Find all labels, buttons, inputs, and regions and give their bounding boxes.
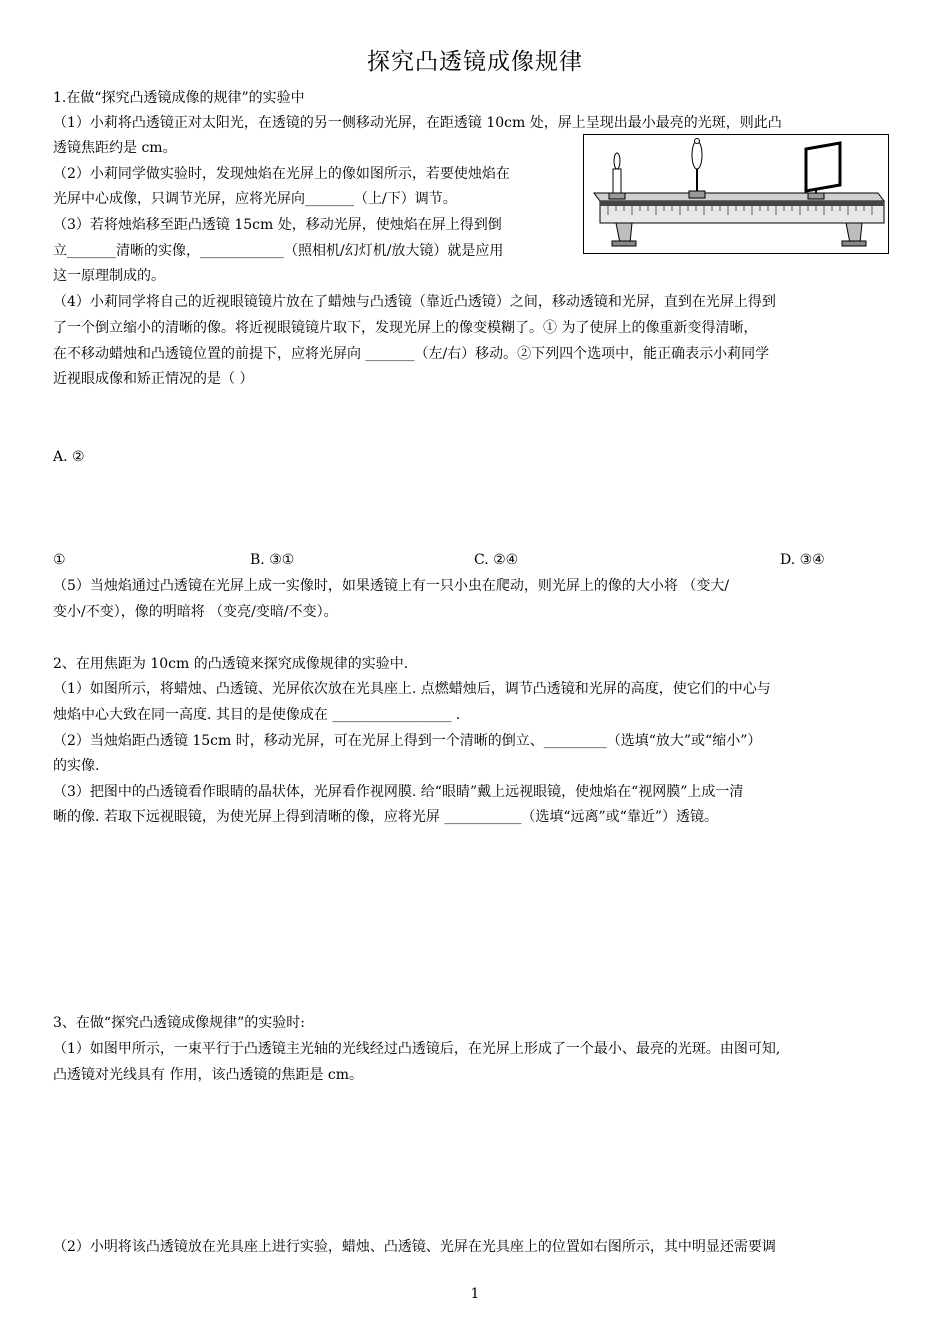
q1-part4-line4: 近视眼成像和矫正情况的是（ ） [53, 371, 254, 387]
page-title: 探究凸透镜成像规律 [367, 49, 583, 75]
q1-option-a: A. ② [53, 449, 85, 465]
q2-part1-line1: （1）如图所示，将蜡烛、凸透镜、光屏依次放在光具座上. 点燃蜡烛后，调节凸透镜和光屏的高度，使它们的中心与 [53, 681, 771, 697]
q2-part3-line1: （3）把图中的凸透镜看作眼睛的晶状体，光屏看作视网膜. 给“眼睛”戴上远视眼镜，使烛焰在“视网膜”上成一清 [53, 784, 744, 800]
q1-intro: 1.在做“探究凸透镜成像的规律”的实验中 [53, 90, 305, 106]
optical-bench-figure [583, 134, 889, 254]
q1-option-d: D. ③④ [780, 552, 825, 568]
q2-part2-line2: 的实像. [53, 758, 100, 774]
q1-part3-line1: （3）若将烛焰移至距凸透镜 15cm 处，移动光屏，使烛焰在屏上得到倒 [53, 217, 502, 233]
q1-part2-line1: （2）小莉同学做实验时，发现烛焰在光屏上的像如图所示，若要使烛焰在 [53, 166, 510, 182]
q1-part3-line3: 这一原理制成的。 [53, 268, 165, 284]
page-number: 1 [470, 1286, 480, 1302]
q2-part3-line2: 晰的像. 若取下远视眼镜，为使光屏上得到清晰的像，应将光屏 ___________（选填“远离”或“靠近”）透镜。 [53, 809, 718, 825]
q1-part3-line2: 立_______清晰的实像，____________（照相机/幻灯机/放大镜）就是应用 [53, 243, 504, 259]
q3-part2-line1: （2）小明将该凸透镜放在光具座上进行实验，蜡烛、凸透镜、光屏在光具座上的位置如右图所示，其中明显还需要调 [53, 1239, 776, 1255]
q1-part4-line1: （4）小莉同学将自己的近视眼镜镜片放在了蜡烛与凸透镜（靠近凸透镜）之间，移动透镜和光屏，直到在光屏上得到 [53, 294, 776, 310]
q1-option-b: B. ③① [250, 552, 295, 568]
q1-part2-line2: 光屏中心成像，只调节光屏，应将光屏向_______（上/下）调节。 [53, 191, 457, 207]
q3-part1-line2: 凸透镜对光线具有 作用，该凸透镜的焦距是 cm。 [53, 1067, 364, 1083]
q1-option-circle-1: ① [53, 552, 66, 568]
q1-part1-line2: 透镜焦距约是 cm。 [53, 140, 177, 156]
q2-part2-line1: （2）当烛焰距凸透镜 15cm 时，移动光屏，可在光屏上得到一个清晰的倒立、_________（选填“放大”或“缩小”） [53, 733, 762, 749]
q1-part5-line2: 变小/不变），像的明暗将 （变亮/变暗/不变）。 [53, 604, 338, 620]
q1-option-c: C. ②④ [474, 552, 519, 568]
q2-part1-line2: 烛焰中心大致在同一高度. 其目的是使像成在 _________________ . [53, 707, 461, 723]
q1-part4-line2: 了一个倒立缩小的清晰的像。将近视眼镜镜片取下，发现光屏上的像变模糊了。① 为了使屏上的像重新变得清晰， [53, 320, 758, 336]
q3-intro: 3、在做“探究凸透镜成像规律”的实验时: [53, 1015, 305, 1031]
q3-part1-line1: （1）如图甲所示，一束平行于凸透镜主光轴的光线经过凸透镜后，在光屏上形成了一个最小、最亮的光斑。由图可知, [53, 1041, 781, 1057]
q1-part4-line3: 在不移动蜡烛和凸透镜位置的前提下，应将光屏向 _______（左/右）移动。②下列四个选项中，能正确表示小莉同学 [53, 346, 770, 362]
q1-part5-line1: （5）当烛焰通过凸透镜在光屏上成一实像时，如果透镜上有一只小虫在爬动，则光屏上的像的大小将 （变大/ [53, 578, 730, 594]
q2-intro: 2、在用焦距为 10cm 的凸透镜来探究成像规律的实验中. [53, 656, 409, 672]
q1-part1-line1: （1）小莉将凸透镜正对太阳光，在透镜的另一侧移动光屏，在距透镜 10cm 处，屏上呈现出最小最亮的光斑，则此凸 [53, 115, 782, 131]
